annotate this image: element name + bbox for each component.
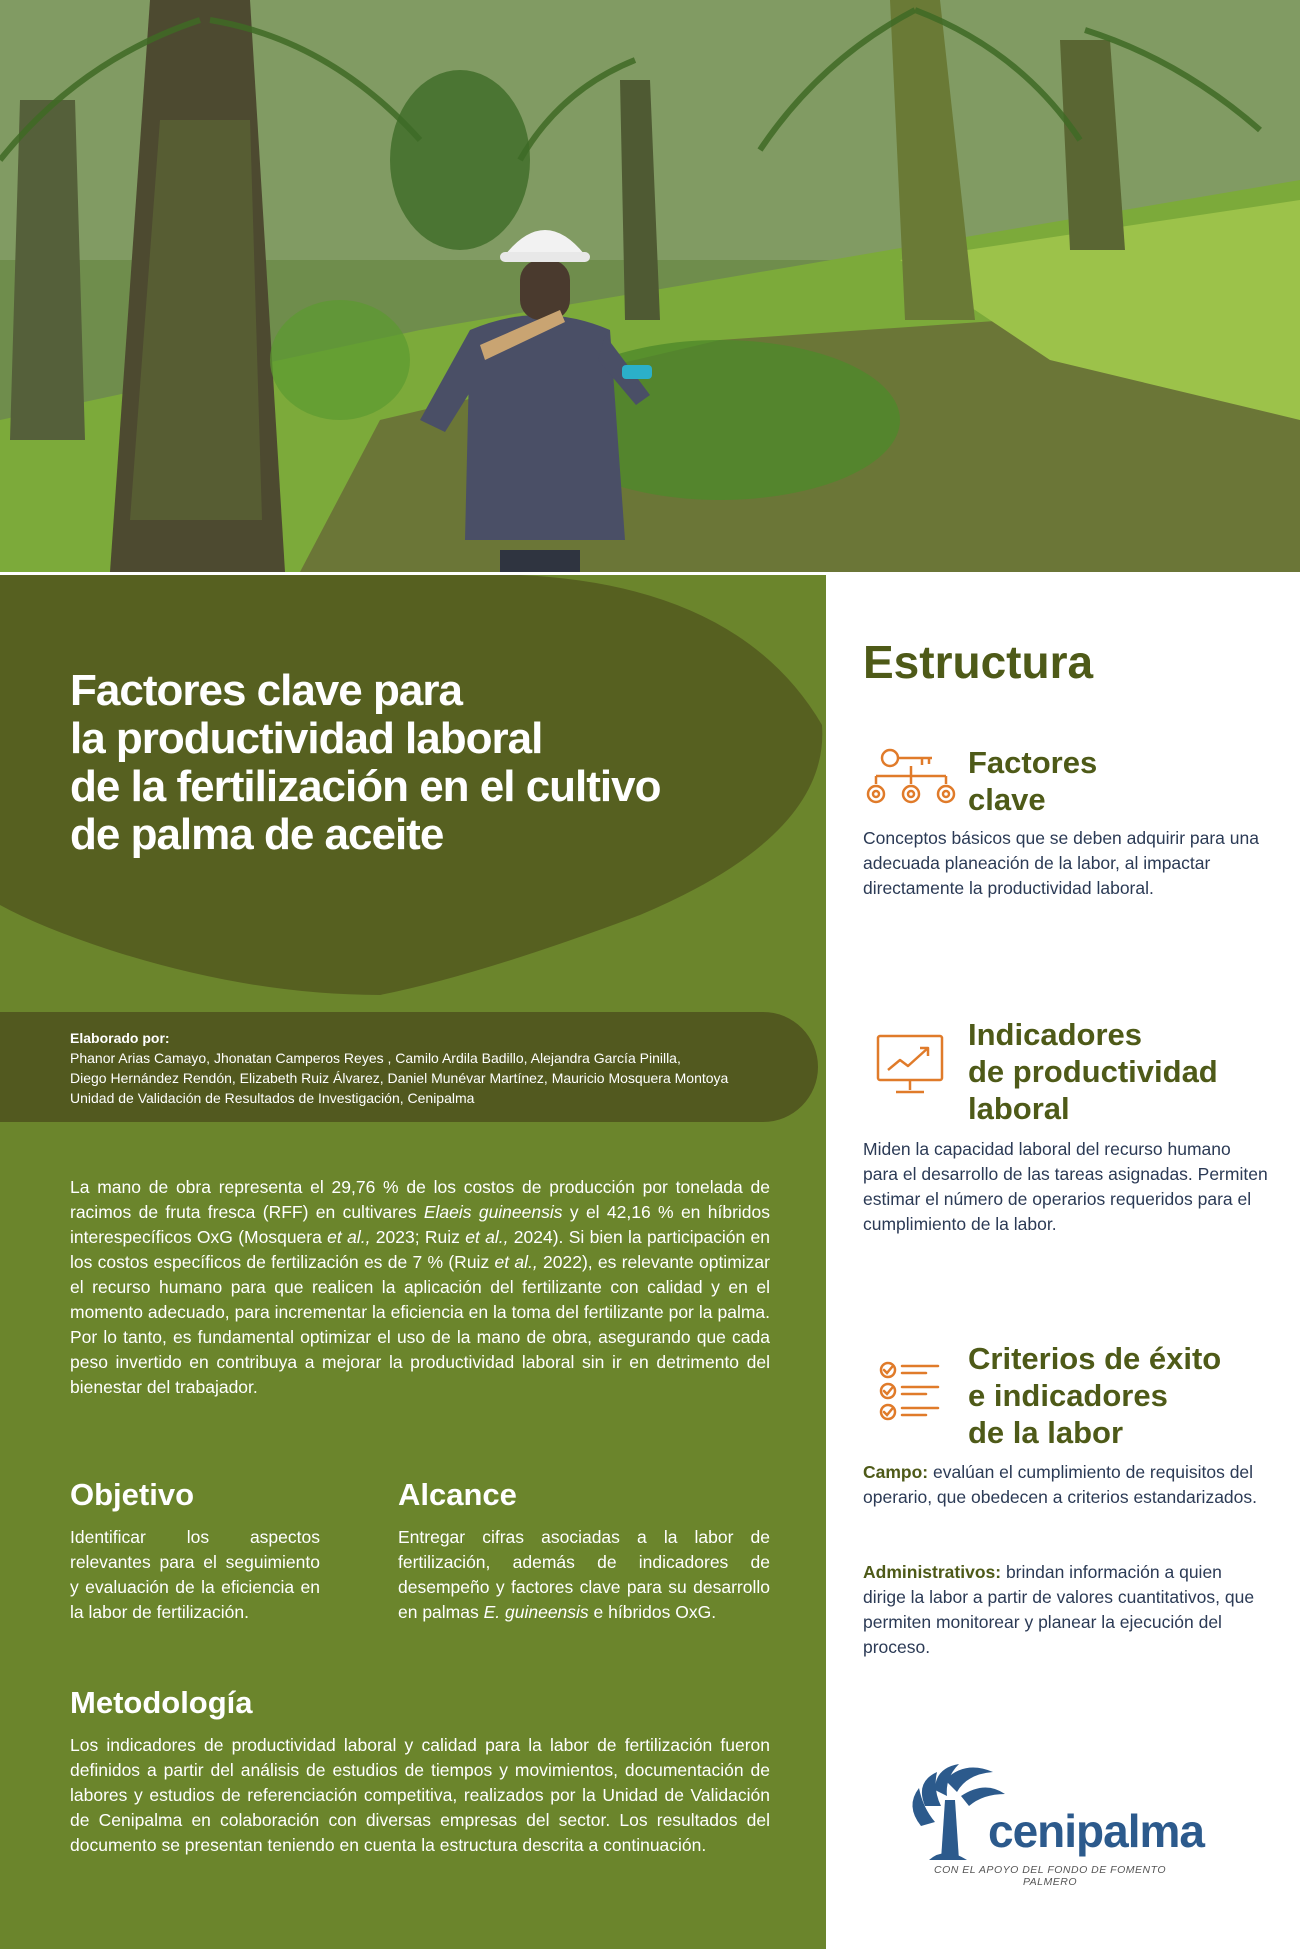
card-criterios-heading-line-2: e indicadores — [968, 1378, 1168, 1413]
monitor-chart-icon — [876, 1034, 944, 1096]
authors-band — [0, 1012, 818, 1122]
intro-etal-3: et al., — [494, 1252, 538, 1272]
authors-line-1: Phanor Arias Camayo, Jhonatan Camperos Reyes , Camilo Ardila Badillo, Alejandra García Pinilla, — [70, 1050, 681, 1066]
intro-paragraph — [70, 1175, 770, 1400]
card-indicadores-heading-line-2: de productividad — [968, 1054, 1218, 1089]
card-factores-heading-line-2: clave — [968, 782, 1046, 817]
card-indicadores-heading-line-3: laboral — [968, 1091, 1070, 1126]
header-photo — [0, 0, 1300, 572]
checklist-icon — [878, 1360, 944, 1422]
intro-text-5: 2022), es relevante optimizar el recurso humano para que realicen la aplicación del fertilizante con calidad y en el momento adecuado, para incrementar la eficiencia en la toma del fertilizante por la palma. Por lo tanto, es fundamental optimizar el uso de la mano de obra, asegurando que cada peso invertido en contribuya a mejorar la productividad laboral sin ir en detrimento del bienestar del trabajador. — [70, 1252, 770, 1397]
card-criterios-heading-line-3: de la labor — [968, 1415, 1124, 1450]
plantation-photo-illustration — [0, 0, 1300, 572]
poster-title — [70, 667, 750, 859]
campo-text: evalúan el cumplimiento de requisitos del operario, que obedecen a criterios estandarizados. — [863, 1462, 1257, 1507]
authors-label: Elaborado por: — [70, 1030, 170, 1046]
left-panel — [0, 575, 826, 1949]
card-indicadores-text: Miden la capacidad laboral del recurso humano para el desarrollo de las tareas asignadas. Permiten estimar el número de operarios requeridos para el cumplimiento de la labor. — [863, 1139, 1268, 1234]
authors-line-2: Diego Hernández Rendón, Elizabeth Ruiz Álvarez, Daniel Munévar Martínez, Mauricio Mosquera Montoya — [70, 1070, 729, 1086]
title-line-2: la productividad laboral — [70, 714, 543, 763]
intro-text-3: 2023; Ruiz — [370, 1227, 466, 1247]
intro-species: Elaeis guineensis — [423, 1202, 563, 1222]
logo-tagline: CON EL APOYO DEL FONDO DE FOMENTO PALMERO — [934, 1864, 1166, 1888]
logo-wordmark: cenipalma — [988, 1805, 1204, 1857]
estructura-title: Estructura — [863, 636, 1094, 688]
title-line-1: Factores clave para — [70, 666, 462, 715]
intro-text-1: La mano de obra representa el 29,76 % de los costos de producción por tonelada de racimos de fruta fresca (RFF) en cultivares — [70, 1177, 770, 1222]
card-criterios-heading — [968, 1340, 1221, 1451]
alcance-text-a: Entregar cifras asociadas a la labor de fertilización, además de indicadores de desempeño y factores clave para su desarrollo en palmas — [398, 1527, 770, 1622]
metodologia-heading: Metodología — [70, 1685, 253, 1720]
alcance-species: E. guineensis — [483, 1602, 589, 1622]
campo-label: Campo: — [863, 1462, 929, 1482]
card-criterios-heading-line-1: Criterios de éxito — [968, 1341, 1222, 1376]
admin-label: Administrativos: — [863, 1562, 1002, 1582]
title-line-4: de palma de aceite — [70, 810, 444, 859]
card-factores-heading-line-1: Factores — [968, 745, 1098, 780]
card-factores-text: Conceptos básicos que se deben adquirir para una adecuada planeación de la labor, al impactar directamente la productividad laboral. — [863, 828, 1259, 898]
objetivo-text: Identificar los aspectos relevantes para el seguimiento y evaluación de la eficiencia en la labor de fertilización. — [70, 1527, 320, 1622]
card-factores-heading — [968, 744, 1097, 818]
alcance-text — [398, 1525, 770, 1625]
metodologia-text: Los indicadores de productividad laboral y calidad para la labor de fertilización fueron definidos a partir del análisis de estudios de tiempos y movimientos, documentación de labores y estudios de referenciación competitiva, realizados por la Unidad de Validación de Cenipalma en colaboración con diversas empresas del sector. Los resultados del documento se presentan teniendo en cuenta la estructura descrita a continuación. — [70, 1735, 770, 1855]
alcance-heading: Alcance — [398, 1477, 517, 1512]
intro-text-2: y el 42,16 % en híbridos interespecíficos OxG (Mosquera — [70, 1202, 771, 1247]
intro-etal-1: et al., — [327, 1227, 371, 1247]
objetivo-heading: Objetivo — [70, 1477, 195, 1512]
card-indicadores-heading-line-1: Indicadores — [968, 1017, 1142, 1052]
intro-text-4: 2024). Si bien la participación en los costos específicos de fertilización es de 7 % (Ruiz — [70, 1227, 770, 1272]
gears-key-icon — [862, 746, 960, 808]
title-line-3: de la fertilización en el cultivo — [70, 762, 661, 811]
card-indicadores-heading — [968, 1016, 1218, 1127]
alcance-text-b: e híbridos OxG. — [588, 1602, 717, 1622]
intro-etal-2: et al., — [465, 1227, 509, 1247]
card-criterios-admin — [863, 1560, 1268, 1660]
card-criterios-campo — [863, 1460, 1268, 1510]
authors-affiliation: Unidad de Validación de Resultados de Investigación, Cenipalma — [70, 1090, 475, 1106]
admin-text: brindan información a quien dirige la labor a partir de valores cuantitativos, que permiten monitorear y planear la ejecución del proceso. — [863, 1562, 1255, 1657]
